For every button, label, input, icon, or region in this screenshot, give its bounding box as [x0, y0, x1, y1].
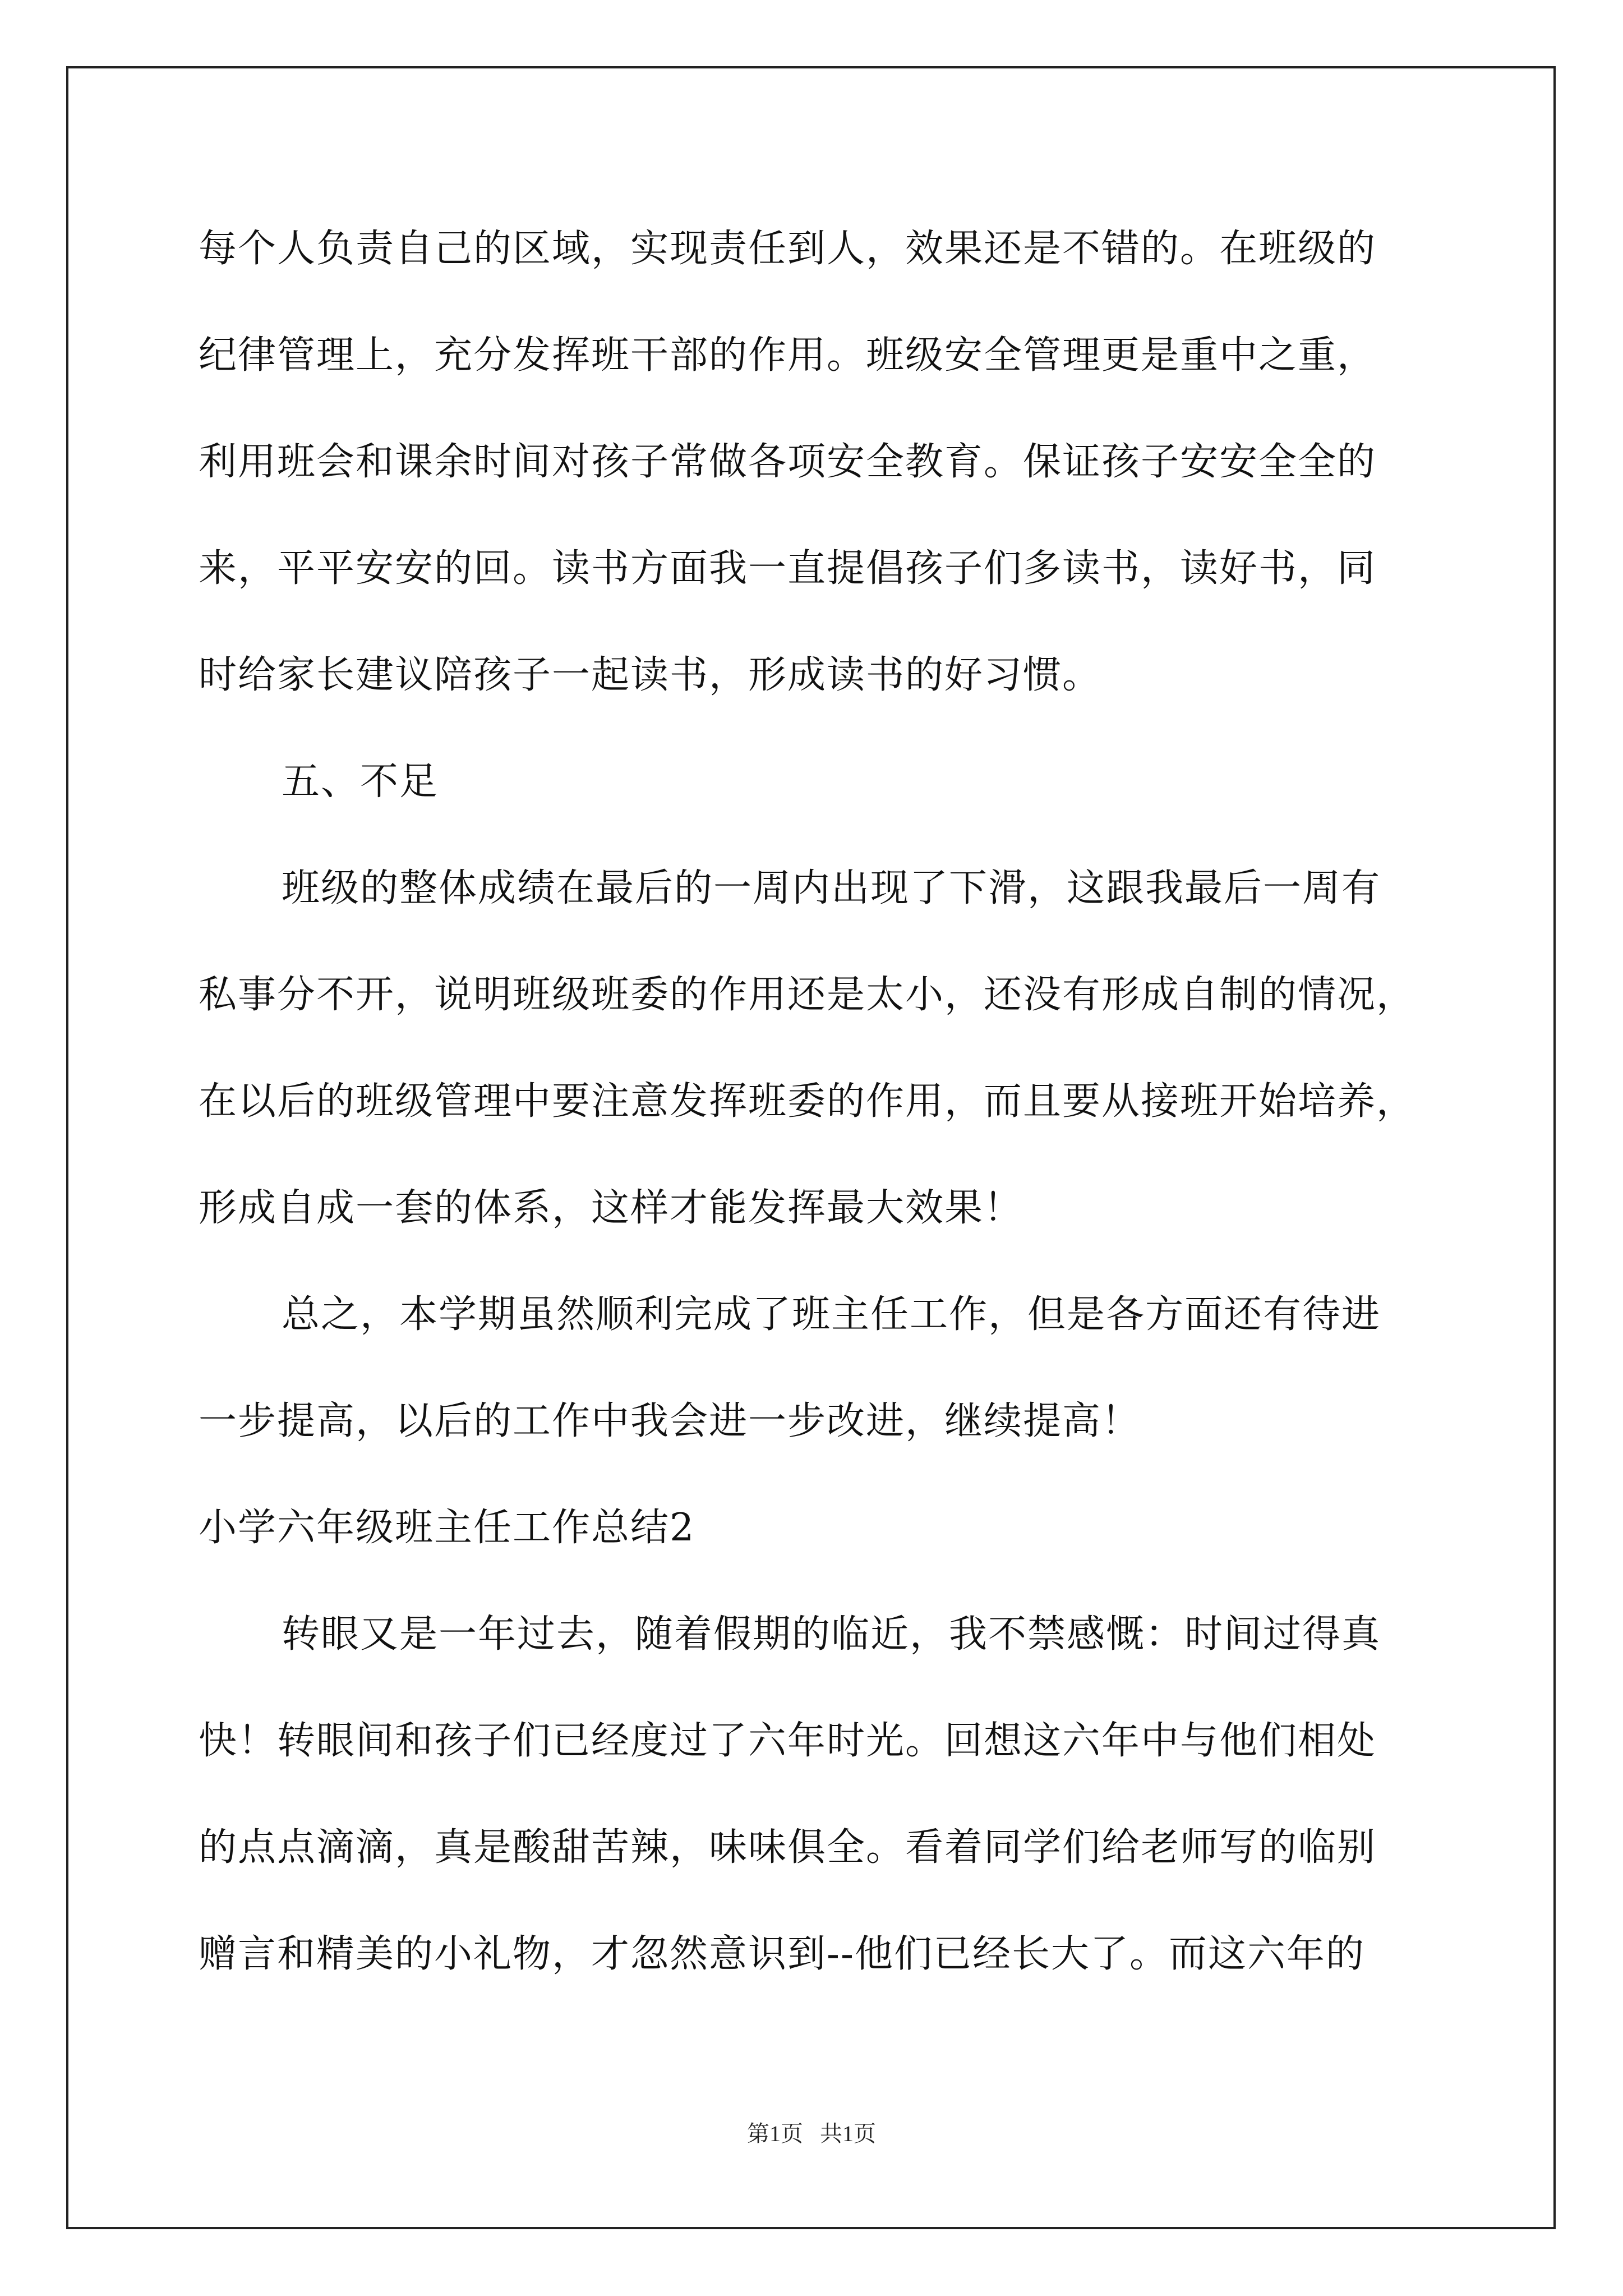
text-line: 班级的整体成绩在最后的一周内出现了下滑，这跟我最后一周有 [282, 866, 1381, 910]
page-total: 共1页 [820, 2121, 876, 2146]
article-title: 小学六年级班主任工作总结2 [199, 1506, 695, 1550]
text-line: 转眼又是一年过去，随着假期的临近，我不禁感慨：时间过得真 [282, 1612, 1381, 1657]
text-line: 利用班会和课余时间对孩子常做各项安全教育。保证孩子安安全全的 [199, 440, 1377, 484]
page-footer [0, 2120, 1623, 2147]
text-line: 赠言和精美的小礼物，才忽然意识到--他们已经长大了。而这六年的 [199, 1932, 1365, 1976]
text-line: 来，平平安安的回。读书方面我一直提倡孩子们多读书，读好书，同 [199, 546, 1377, 591]
page-number: 第1页 [747, 2121, 803, 2146]
text-line: 私事分不开，说明班级班委的作用还是太小，还没有形成自制的情况， [199, 973, 1416, 1017]
text-line: 总之，本学期虽然顺利完成了班主任工作，但是各方面还有待进 [282, 1292, 1381, 1337]
text-line: 时给家长建议陪孩子一起读书，形成读书的好习惯。 [199, 653, 1102, 697]
text-line: 形成自成一套的体系，这样才能发挥最大效果！ [199, 1186, 1023, 1230]
section-heading: 五、不足 [282, 760, 439, 804]
text-line: 纪律管理上，充分发挥班干部的作用。班级安全管理更是重中之重， [199, 333, 1377, 378]
page-border [66, 66, 1556, 2229]
text-line: 在以后的班级管理中要注意发挥班委的作用，而且要从接班开始培养， [199, 1079, 1416, 1124]
text-line: 快！转眼间和孩子们已经度过了六年时光。回想这六年中与他们相处 [199, 1719, 1377, 1763]
text-line: 的点点滴滴，真是酸甜苦辣，味味俱全。看着同学们给老师写的临别 [199, 1825, 1377, 1870]
text-line: 每个人负责自己的区域，实现责任到人，效果还是不错的。在班级的 [199, 227, 1377, 271]
text-line: 一步提高，以后的工作中我会进一步改进，继续提高！ [199, 1399, 1141, 1443]
